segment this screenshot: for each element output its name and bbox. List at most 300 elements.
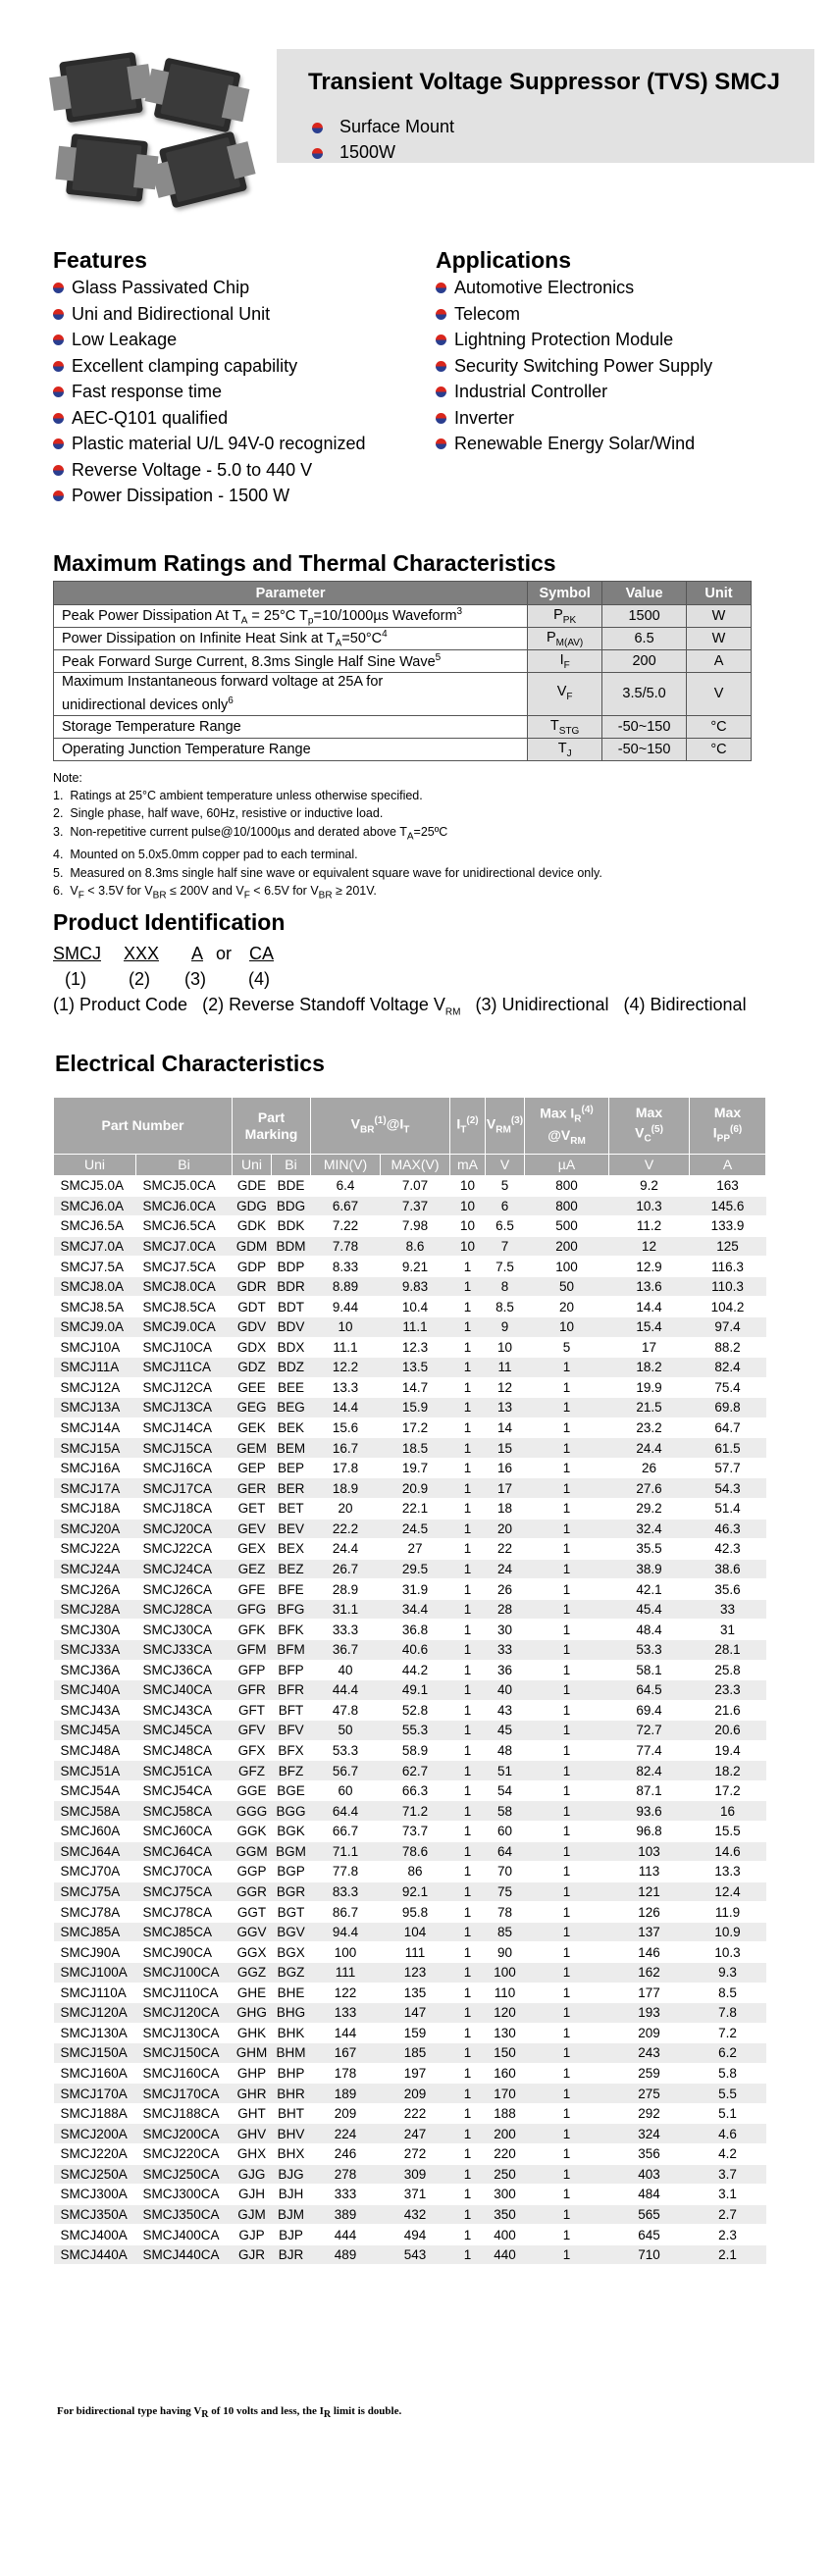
table-cell: GDV bbox=[233, 1316, 272, 1337]
table-cell: GGT bbox=[233, 1902, 272, 1923]
table-cell: BFT bbox=[272, 1700, 311, 1721]
table-cell: 64.5 bbox=[609, 1680, 690, 1701]
table-cell: 1 bbox=[450, 1680, 486, 1701]
table-cell: SMCJ6.5CA bbox=[136, 1216, 233, 1237]
table-cell: 1 bbox=[525, 1438, 609, 1459]
ratings-parameter: Power Dissipation on Infinite Heat Sink at $T_A=50^\circ C^4$ bbox=[54, 628, 528, 650]
feature-item-label: Uni and Bidirectional Unit bbox=[72, 303, 271, 324]
table-cell: SMCJ8.0CA bbox=[136, 1276, 233, 1297]
table-cell: 800 bbox=[525, 1176, 609, 1197]
table-cell: 4.2 bbox=[690, 2144, 766, 2165]
ratings-unit: W bbox=[687, 605, 752, 628]
table-cell: 70 bbox=[486, 1862, 525, 1882]
table-cell: SMCJ170A bbox=[54, 2084, 136, 2104]
table-cell: BFM bbox=[272, 1639, 311, 1660]
table-cell: 16.7 bbox=[311, 1438, 381, 1459]
table-cell: 1 bbox=[525, 2244, 609, 2265]
table-cell: SMCJ78CA bbox=[136, 1902, 233, 1923]
table-cell: 1 bbox=[525, 1458, 609, 1478]
table-cell: 31.1 bbox=[311, 1599, 381, 1620]
bullet-icon bbox=[53, 465, 64, 476]
bullet-icon bbox=[53, 283, 64, 293]
table-cell: 209 bbox=[381, 2084, 450, 2104]
table-cell: 1 bbox=[525, 1579, 609, 1600]
table-cell: 9.44 bbox=[311, 1297, 381, 1317]
table-cell: 100 bbox=[486, 1962, 525, 1983]
table-cell: 710 bbox=[609, 2244, 690, 2265]
table-cell: 62.7 bbox=[381, 1761, 450, 1781]
table-cell: 144 bbox=[311, 2023, 381, 2043]
table-cell: SMCJ7.0A bbox=[54, 1236, 136, 1257]
ratings-unit: °C bbox=[687, 716, 752, 739]
ratings-row bbox=[54, 605, 752, 628]
table-cell: 250 bbox=[486, 2164, 525, 2185]
table-cell: 1 bbox=[450, 1761, 486, 1781]
table-row bbox=[54, 1458, 766, 1478]
table-cell: GFK bbox=[233, 1620, 272, 1640]
table-cell: 1 bbox=[450, 1458, 486, 1478]
table-row bbox=[54, 2003, 766, 2024]
table-cell: 29.5 bbox=[381, 1559, 450, 1579]
table-cell: SMCJ26A bbox=[54, 1579, 136, 1600]
application-item-label: Industrial Controller bbox=[454, 382, 608, 401]
table-cell: 1 bbox=[450, 2164, 486, 2185]
table-cell: SMCJ10A bbox=[54, 1337, 136, 1358]
table-cell: 309 bbox=[381, 2164, 450, 2185]
table-cell: BDZ bbox=[272, 1358, 311, 1378]
table-cell: 403 bbox=[609, 2164, 690, 2185]
table-cell: 110.3 bbox=[690, 1276, 766, 1297]
table-cell: 29.2 bbox=[609, 1499, 690, 1520]
table-cell: 1 bbox=[525, 1398, 609, 1418]
feature-item bbox=[53, 431, 426, 457]
table-cell: SMCJ7.5A bbox=[54, 1257, 136, 1277]
table-cell: 371 bbox=[381, 2185, 450, 2205]
table-cell: SMCJ58A bbox=[54, 1801, 136, 1822]
table-cell: 14 bbox=[486, 1417, 525, 1438]
table-cell: 189 bbox=[311, 2084, 381, 2104]
table-cell: SMCJ90A bbox=[54, 1942, 136, 1963]
table-cell: 44.4 bbox=[311, 1680, 381, 1701]
table-row bbox=[54, 1236, 766, 1257]
table-cell: 1 bbox=[525, 2164, 609, 2185]
table-cell: GGZ bbox=[233, 1962, 272, 1983]
table-cell: 72.7 bbox=[609, 1721, 690, 1741]
table-cell: 1 bbox=[450, 2144, 486, 2165]
notes bbox=[53, 769, 602, 904]
table-cell: 16 bbox=[690, 1801, 766, 1822]
table-cell: BGT bbox=[272, 1902, 311, 1923]
table-cell: 6.5 bbox=[486, 1216, 525, 1237]
table-row bbox=[54, 1358, 766, 1378]
table-cell: 389 bbox=[311, 2204, 381, 2225]
table-cell: SMCJ26CA bbox=[136, 1579, 233, 1600]
electrical-subheader-cell: Bi bbox=[272, 1155, 311, 1176]
table-cell: BHV bbox=[272, 2124, 311, 2144]
table-cell: 35.6 bbox=[690, 1579, 766, 1600]
ratings-table bbox=[53, 581, 752, 761]
applications-title: Applications bbox=[436, 247, 572, 273]
table-cell: 11.1 bbox=[311, 1337, 381, 1358]
table-cell: SMCJ9.0A bbox=[54, 1316, 136, 1337]
electrical-header-cell: Max $I_{PP}^{(6)}$ bbox=[690, 1098, 766, 1155]
table-cell: BDK bbox=[272, 1216, 311, 1237]
table-cell: 292 bbox=[609, 2103, 690, 2124]
table-cell: 7.37 bbox=[381, 1196, 450, 1216]
table-row bbox=[54, 1519, 766, 1539]
table-cell: BGG bbox=[272, 1801, 311, 1822]
table-cell: BHR bbox=[272, 2084, 311, 2104]
table-cell: 60 bbox=[486, 1822, 525, 1842]
table-cell: 13.3 bbox=[690, 1862, 766, 1882]
table-cell: 8 bbox=[486, 1276, 525, 1297]
table-row bbox=[54, 2124, 766, 2144]
ratings-header-cell: Symbol bbox=[528, 582, 602, 605]
table-cell: 1 bbox=[450, 1660, 486, 1680]
table-cell: 10 bbox=[450, 1196, 486, 1216]
ratings-symbol: $P_{M(AV)}$ bbox=[528, 628, 602, 650]
table-cell: 1 bbox=[525, 1620, 609, 1640]
electrical-table bbox=[53, 1097, 766, 2265]
table-cell: 83.3 bbox=[311, 1881, 381, 1902]
table-cell: 15.9 bbox=[381, 1398, 450, 1418]
table-cell: SMCJ100CA bbox=[136, 1962, 233, 1983]
table-cell: SMCJ120CA bbox=[136, 2003, 233, 2024]
table-cell: 1 bbox=[525, 1639, 609, 1660]
table-cell: 90 bbox=[486, 1942, 525, 1963]
table-cell: 800 bbox=[525, 1196, 609, 1216]
table-cell: 9.21 bbox=[381, 1257, 450, 1277]
table-cell: 14.6 bbox=[690, 1841, 766, 1862]
ratings-header-row bbox=[54, 582, 752, 605]
table-row bbox=[54, 1942, 766, 1963]
table-cell: 50 bbox=[525, 1276, 609, 1297]
table-cell: 15 bbox=[486, 1438, 525, 1459]
table-row bbox=[54, 1196, 766, 1216]
table-cell: GDR bbox=[233, 1276, 272, 1297]
table-cell: 85 bbox=[486, 1922, 525, 1942]
table-cell: GHV bbox=[233, 2124, 272, 2144]
table-cell: 96.8 bbox=[609, 1822, 690, 1842]
bullet-icon bbox=[53, 490, 64, 501]
bullet-icon bbox=[436, 386, 446, 397]
applications-list bbox=[436, 275, 818, 457]
table-cell: BGM bbox=[272, 1841, 311, 1862]
table-cell: 48 bbox=[486, 1740, 525, 1761]
table-cell: 1 bbox=[525, 2103, 609, 2124]
table-cell: BEK bbox=[272, 1417, 311, 1438]
table-cell: BGR bbox=[272, 1881, 311, 1902]
table-cell: 1 bbox=[450, 1438, 486, 1459]
table-cell: 110 bbox=[486, 1983, 525, 2003]
table-cell: SMCJ60CA bbox=[136, 1822, 233, 1842]
table-row bbox=[54, 1438, 766, 1459]
bullet-icon bbox=[436, 361, 446, 372]
table-cell: BEE bbox=[272, 1377, 311, 1398]
applications-section bbox=[436, 245, 818, 457]
table-cell: GGE bbox=[233, 1780, 272, 1801]
table-cell: BJR bbox=[272, 2244, 311, 2265]
table-cell: GEG bbox=[233, 1398, 272, 1418]
table-cell: 36.8 bbox=[381, 1620, 450, 1640]
electrical-subheader-cell: MIN(V) bbox=[311, 1155, 381, 1176]
table-cell: SMCJ43CA bbox=[136, 1700, 233, 1721]
table-cell: 1 bbox=[450, 1337, 486, 1358]
table-cell: SMCJ22A bbox=[54, 1539, 136, 1560]
table-cell: 1 bbox=[450, 2043, 486, 2064]
table-cell: 10.3 bbox=[690, 1942, 766, 1963]
table-cell: BDX bbox=[272, 1337, 311, 1358]
table-cell: 54 bbox=[486, 1780, 525, 1801]
electrical-subheader-row bbox=[54, 1155, 766, 1176]
table-cell: 92.1 bbox=[381, 1881, 450, 1902]
table-cell: 42.1 bbox=[609, 1579, 690, 1600]
table-cell: SMCJ33A bbox=[54, 1639, 136, 1660]
application-item-label: Lightning Protection Module bbox=[454, 330, 674, 349]
table-cell: SMCJ54A bbox=[54, 1780, 136, 1801]
table-cell: 6.4 bbox=[311, 1176, 381, 1197]
table-row bbox=[54, 1660, 766, 1680]
table-cell: 24.4 bbox=[609, 1438, 690, 1459]
table-row bbox=[54, 2225, 766, 2245]
table-cell: 26 bbox=[486, 1579, 525, 1600]
table-cell: 25.8 bbox=[690, 1660, 766, 1680]
ratings-symbol: $V_F$ bbox=[528, 673, 602, 716]
table-cell: 1 bbox=[525, 1700, 609, 1721]
table-cell: BDG bbox=[272, 1196, 311, 1216]
table-cell: BFR bbox=[272, 1680, 311, 1701]
table-cell: 1 bbox=[525, 1942, 609, 1963]
table-row bbox=[54, 1398, 766, 1418]
table-cell: 1 bbox=[450, 2084, 486, 2104]
table-cell: 440 bbox=[486, 2244, 525, 2265]
table-cell: 17.8 bbox=[311, 1458, 381, 1478]
table-cell: 243 bbox=[609, 2043, 690, 2064]
bullet-icon bbox=[53, 335, 64, 345]
smc-package-image bbox=[59, 52, 143, 123]
table-cell: SMCJ85A bbox=[54, 1922, 136, 1942]
table-row bbox=[54, 1276, 766, 1297]
table-row bbox=[54, 2084, 766, 2104]
application-item-label: Security Switching Power Supply bbox=[454, 355, 713, 376]
header-bullet: Surface Mount bbox=[308, 114, 454, 139]
table-cell: 1 bbox=[450, 1478, 486, 1499]
table-cell: GEM bbox=[233, 1438, 272, 1459]
table-cell: 38.9 bbox=[609, 1559, 690, 1579]
table-cell: SMCJ51A bbox=[54, 1761, 136, 1781]
table-cell: 11 bbox=[486, 1358, 525, 1378]
table-cell: SMCJ14A bbox=[54, 1417, 136, 1438]
code-product: SMCJ bbox=[53, 944, 101, 963]
ratings-header-cell: Parameter bbox=[54, 582, 528, 605]
table-cell: SMCJ20A bbox=[54, 1519, 136, 1539]
table-cell: GGV bbox=[233, 1922, 272, 1942]
table-cell: 500 bbox=[525, 1216, 609, 1237]
table-cell: GFX bbox=[233, 1740, 272, 1761]
table-cell: GDT bbox=[233, 1297, 272, 1317]
table-cell: 26.7 bbox=[311, 1559, 381, 1579]
table-row bbox=[54, 1257, 766, 1277]
table-cell: 28.1 bbox=[690, 1639, 766, 1660]
table-cell: 10.3 bbox=[609, 1196, 690, 1216]
electrical-header-cell: Max $I_R^{(4)}$ $@V_{RM}$ bbox=[525, 1098, 609, 1155]
electrical-subheader-cell: mA bbox=[450, 1155, 486, 1176]
table-cell: 33 bbox=[486, 1639, 525, 1660]
table-cell: GHP bbox=[233, 2063, 272, 2084]
features-section bbox=[53, 245, 426, 509]
table-cell: SMCJ6.5A bbox=[54, 1216, 136, 1237]
table-cell: SMCJ440CA bbox=[136, 2244, 233, 2265]
table-cell: 350 bbox=[486, 2204, 525, 2225]
table-cell: BFV bbox=[272, 1721, 311, 1741]
ratings-value: 6.5 bbox=[602, 628, 687, 650]
table-cell: GJP bbox=[233, 2225, 272, 2245]
table-cell: 13.3 bbox=[311, 1377, 381, 1398]
table-cell: 133.9 bbox=[690, 1216, 766, 1237]
table-cell: BFZ bbox=[272, 1761, 311, 1781]
table-cell: 7.5 bbox=[486, 1257, 525, 1277]
features-list bbox=[53, 275, 426, 509]
table-cell: BEG bbox=[272, 1398, 311, 1418]
features-title: Features bbox=[53, 247, 147, 273]
table-cell: 1 bbox=[450, 1358, 486, 1378]
table-row bbox=[54, 1377, 766, 1398]
table-cell: SMCJ188A bbox=[54, 2103, 136, 2124]
table-cell: 1 bbox=[525, 1841, 609, 1862]
table-cell: 177 bbox=[609, 1983, 690, 2003]
electrical-subheader-cell: MAX(V) bbox=[381, 1155, 450, 1176]
table-cell: BDR bbox=[272, 1276, 311, 1297]
table-cell: 1 bbox=[525, 1680, 609, 1701]
table-cell: BGV bbox=[272, 1922, 311, 1942]
table-cell: 45.4 bbox=[609, 1599, 690, 1620]
table-cell: 7 bbox=[486, 1236, 525, 1257]
table-cell: SMCJ110A bbox=[54, 1983, 136, 2003]
table-cell: 71.1 bbox=[311, 1841, 381, 1862]
table-row bbox=[54, 1862, 766, 1882]
feature-item-label: Low Leakage bbox=[72, 330, 178, 349]
application-item-label: Inverter bbox=[454, 407, 515, 428]
table-cell: 12 bbox=[609, 1236, 690, 1257]
code-voltage: XXX bbox=[124, 944, 160, 963]
table-cell: GET bbox=[233, 1499, 272, 1520]
table-cell: 1 bbox=[450, 1700, 486, 1721]
table-cell: GDK bbox=[233, 1216, 272, 1237]
table-cell: SMCJ200A bbox=[54, 2124, 136, 2144]
electrical-subheader-cell: A bbox=[690, 1155, 766, 1176]
table-cell: 34.4 bbox=[381, 1599, 450, 1620]
bullet-icon bbox=[436, 309, 446, 320]
table-cell: GFM bbox=[233, 1639, 272, 1660]
table-cell: 7.8 bbox=[690, 2003, 766, 2024]
table-cell: 167 bbox=[311, 2043, 381, 2064]
table-cell: BER bbox=[272, 1478, 311, 1499]
ratings-parameter: Operating Junction Temperature Range bbox=[54, 739, 528, 761]
table-cell: SMCJ250CA bbox=[136, 2164, 233, 2185]
table-cell: 86 bbox=[381, 1862, 450, 1882]
table-cell: 1 bbox=[450, 1377, 486, 1398]
table-cell: BEP bbox=[272, 1458, 311, 1478]
note-line: 6. $V_F < 3.5V$ for $V_{BR} \le 200V$ and $V_F < 6.5V$ for $V_{BR} \ge 201V$. bbox=[53, 883, 377, 902]
table-cell: 133 bbox=[311, 2003, 381, 2024]
table-cell: SMCJ10CA bbox=[136, 1337, 233, 1358]
table-cell: SMCJ45CA bbox=[136, 1721, 233, 1741]
ratings-row bbox=[54, 628, 752, 650]
table-cell: 49.1 bbox=[381, 1680, 450, 1701]
table-cell: GEE bbox=[233, 1377, 272, 1398]
table-row bbox=[54, 1417, 766, 1438]
table-cell: BGP bbox=[272, 1862, 311, 1882]
table-cell: SMCJ350A bbox=[54, 2204, 136, 2225]
table-cell: 1 bbox=[450, 2003, 486, 2024]
table-cell: SMCJ400A bbox=[54, 2225, 136, 2245]
table-cell: 135 bbox=[381, 1983, 450, 2003]
table-cell: 51.4 bbox=[690, 1499, 766, 1520]
table-cell: 1 bbox=[450, 2185, 486, 2205]
table-cell: SMCJ250A bbox=[54, 2164, 136, 2185]
table-cell: 36 bbox=[486, 1660, 525, 1680]
header bbox=[49, 43, 814, 210]
table-cell: 61.5 bbox=[690, 1438, 766, 1459]
ratings-title: Maximum Ratings and Thermal Characteristics bbox=[53, 550, 556, 576]
table-cell: BGE bbox=[272, 1780, 311, 1801]
identification-description: (1) Product Code (2) Reverse Standoff Voltage $V_{RM}$ (3) Unidirectional (4) Bidirectional bbox=[53, 995, 747, 1018]
table-cell: 1 bbox=[525, 2225, 609, 2245]
ratings-value: -50~150 bbox=[602, 739, 687, 761]
table-cell: 19.7 bbox=[381, 1458, 450, 1478]
table-cell: 12.9 bbox=[609, 1257, 690, 1277]
table-cell: SMCJ70A bbox=[54, 1862, 136, 1882]
table-cell: GEK bbox=[233, 1417, 272, 1438]
table-cell: SMCJ16A bbox=[54, 1458, 136, 1478]
table-cell: 159 bbox=[381, 2023, 450, 2043]
table-cell: 100 bbox=[525, 1257, 609, 1277]
table-cell: 6.67 bbox=[311, 1196, 381, 1216]
table-cell: 10 bbox=[311, 1316, 381, 1337]
table-cell: 222 bbox=[381, 2103, 450, 2124]
table-cell: SMCJ45A bbox=[54, 1721, 136, 1741]
table-cell: 82.4 bbox=[690, 1358, 766, 1378]
table-cell: 278 bbox=[311, 2164, 381, 2185]
table-cell: 120 bbox=[486, 2003, 525, 2024]
table-cell: 1 bbox=[450, 2023, 486, 2043]
table-cell: BGZ bbox=[272, 1962, 311, 1983]
table-cell: 26 bbox=[609, 1458, 690, 1478]
table-cell: GGR bbox=[233, 1881, 272, 1902]
table-cell: 42.3 bbox=[690, 1539, 766, 1560]
table-cell: 1 bbox=[525, 1922, 609, 1942]
table-cell: 36.7 bbox=[311, 1639, 381, 1660]
bullet-icon bbox=[53, 438, 64, 449]
table-cell: BET bbox=[272, 1499, 311, 1520]
table-cell: BJM bbox=[272, 2204, 311, 2225]
code-number: (1) bbox=[65, 969, 86, 989]
table-cell: SMCJ5.0CA bbox=[136, 1176, 233, 1197]
table-cell: 28.9 bbox=[311, 1579, 381, 1600]
table-row bbox=[54, 1761, 766, 1781]
table-cell: SMCJ17A bbox=[54, 1478, 136, 1499]
table-cell: GEV bbox=[233, 1519, 272, 1539]
table-cell: 93.6 bbox=[609, 1801, 690, 1822]
ratings-symbol: $T_{STG}$ bbox=[528, 716, 602, 739]
table-cell: SMCJ200CA bbox=[136, 2124, 233, 2144]
table-cell: 20 bbox=[311, 1499, 381, 1520]
table-cell: 7.22 bbox=[311, 1216, 381, 1237]
table-cell: 1 bbox=[450, 1942, 486, 1963]
table-cell: 17.2 bbox=[381, 1417, 450, 1438]
table-cell: GER bbox=[233, 1478, 272, 1499]
ratings-header-cell: Unit bbox=[687, 582, 752, 605]
